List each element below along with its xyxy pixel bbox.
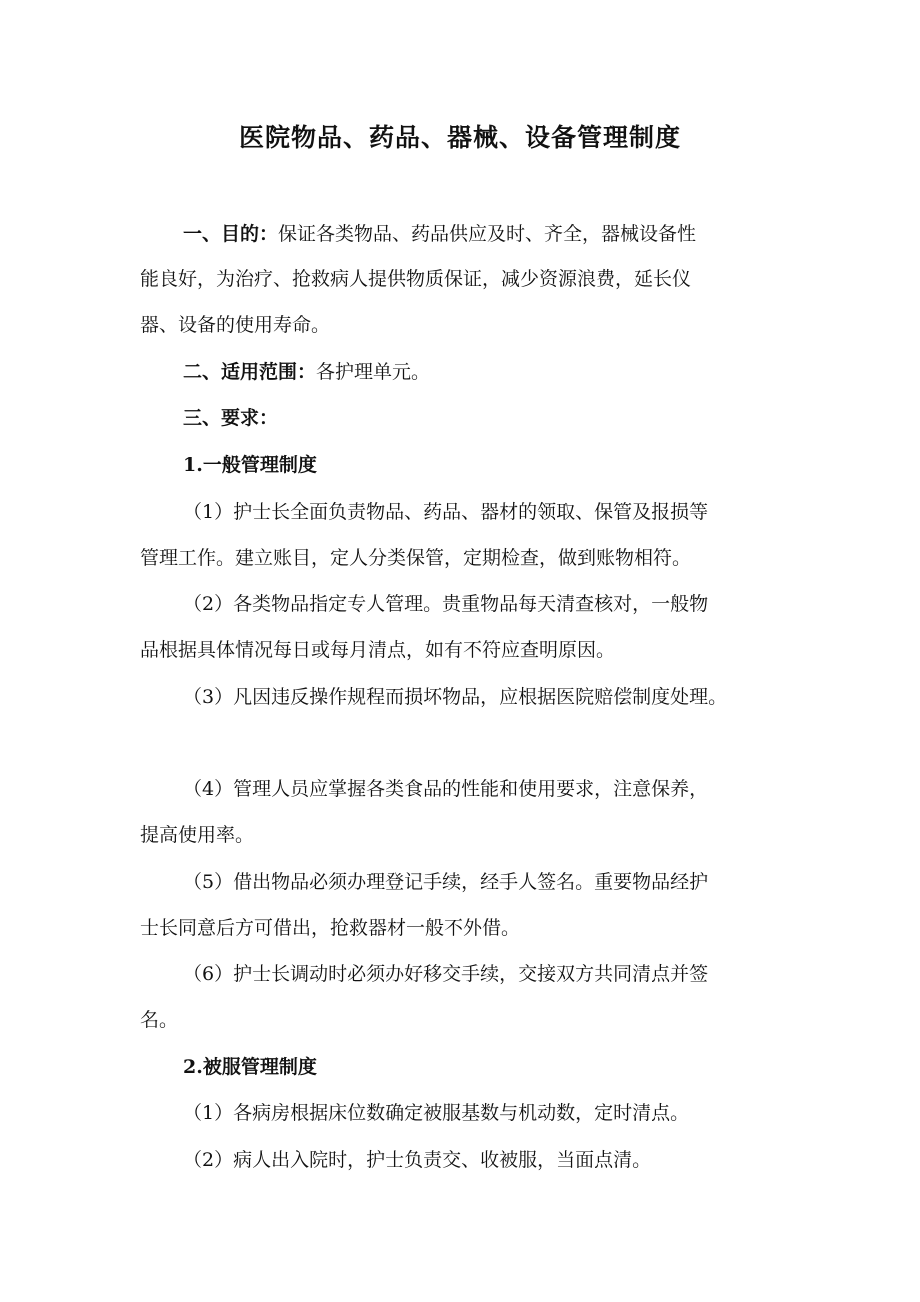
- scope-text: 各护理单元。: [316, 361, 431, 383]
- general-item-3-line-1: （3）凡因违反操作规程而损坏物品，应根据医院赔偿制度处理。: [183, 686, 728, 708]
- bedding-item-2-line-1: （2）病人出入院时，护士负责交、收被服，当面点清。: [183, 1149, 652, 1171]
- general-item-1-line-2: 管理工作。建立账目，定人分类保管，定期检查，做到账物相符。: [140, 547, 692, 569]
- requirements-heading: 三、要求：: [183, 407, 279, 429]
- general-item-2-line-1: （2）各类物品指定专人管理。贵重物品每天清查核对，一般物: [183, 593, 709, 615]
- general-management-heading: 1.一般管理制度: [183, 454, 317, 476]
- purpose-text: 保证各类物品、药品供应及时、齐全，器械设备性: [278, 223, 697, 245]
- general-item-4-line-1: （4）管理人员应掌握各类食品的性能和使用要求，注意保养，: [183, 778, 709, 800]
- general-item-5-line-2: 士长同意后方可借出，抢救器材一般不外借。: [140, 917, 521, 939]
- general-item-1-line-1: （1）护士长全面负责物品、药品、器材的领取、保管及报损等: [183, 501, 709, 523]
- scope-paragraph: [183, 357, 430, 387]
- purpose-paragraph-line-3: 器、设备的使用寿命。: [140, 314, 331, 336]
- purpose-paragraph-line-1: [183, 219, 696, 249]
- general-item-4-line-2: 提高使用率。: [140, 824, 255, 846]
- purpose-heading: 一、目的：: [183, 223, 279, 245]
- document-title: 医院物品、药品、器械、设备管理制度: [238, 123, 681, 152]
- general-item-6-line-2: 名。: [140, 1009, 179, 1031]
- purpose-paragraph-line-2: 能良好，为治疗、抢救病人提供物质保证，减少资源浪费，延长仪: [140, 268, 692, 290]
- general-item-6-line-1: （6）护士长调动时必须办好移交手续，交接双方共同清点并签: [183, 963, 709, 985]
- general-item-2-line-2: 品根据具体情况每日或每月清点，如有不符应查明原因。: [140, 639, 616, 661]
- scope-heading: 二、适用范围：: [183, 361, 317, 383]
- bedding-item-1-line-1: （1）各病房根据床位数确定被服基数与机动数，定时清点。: [183, 1102, 690, 1124]
- bedding-management-heading: 2.被服管理制度: [183, 1056, 317, 1078]
- general-item-5-line-1: （5）借出物品必须办理登记手续，经手人签名。重要物品经护: [183, 871, 709, 893]
